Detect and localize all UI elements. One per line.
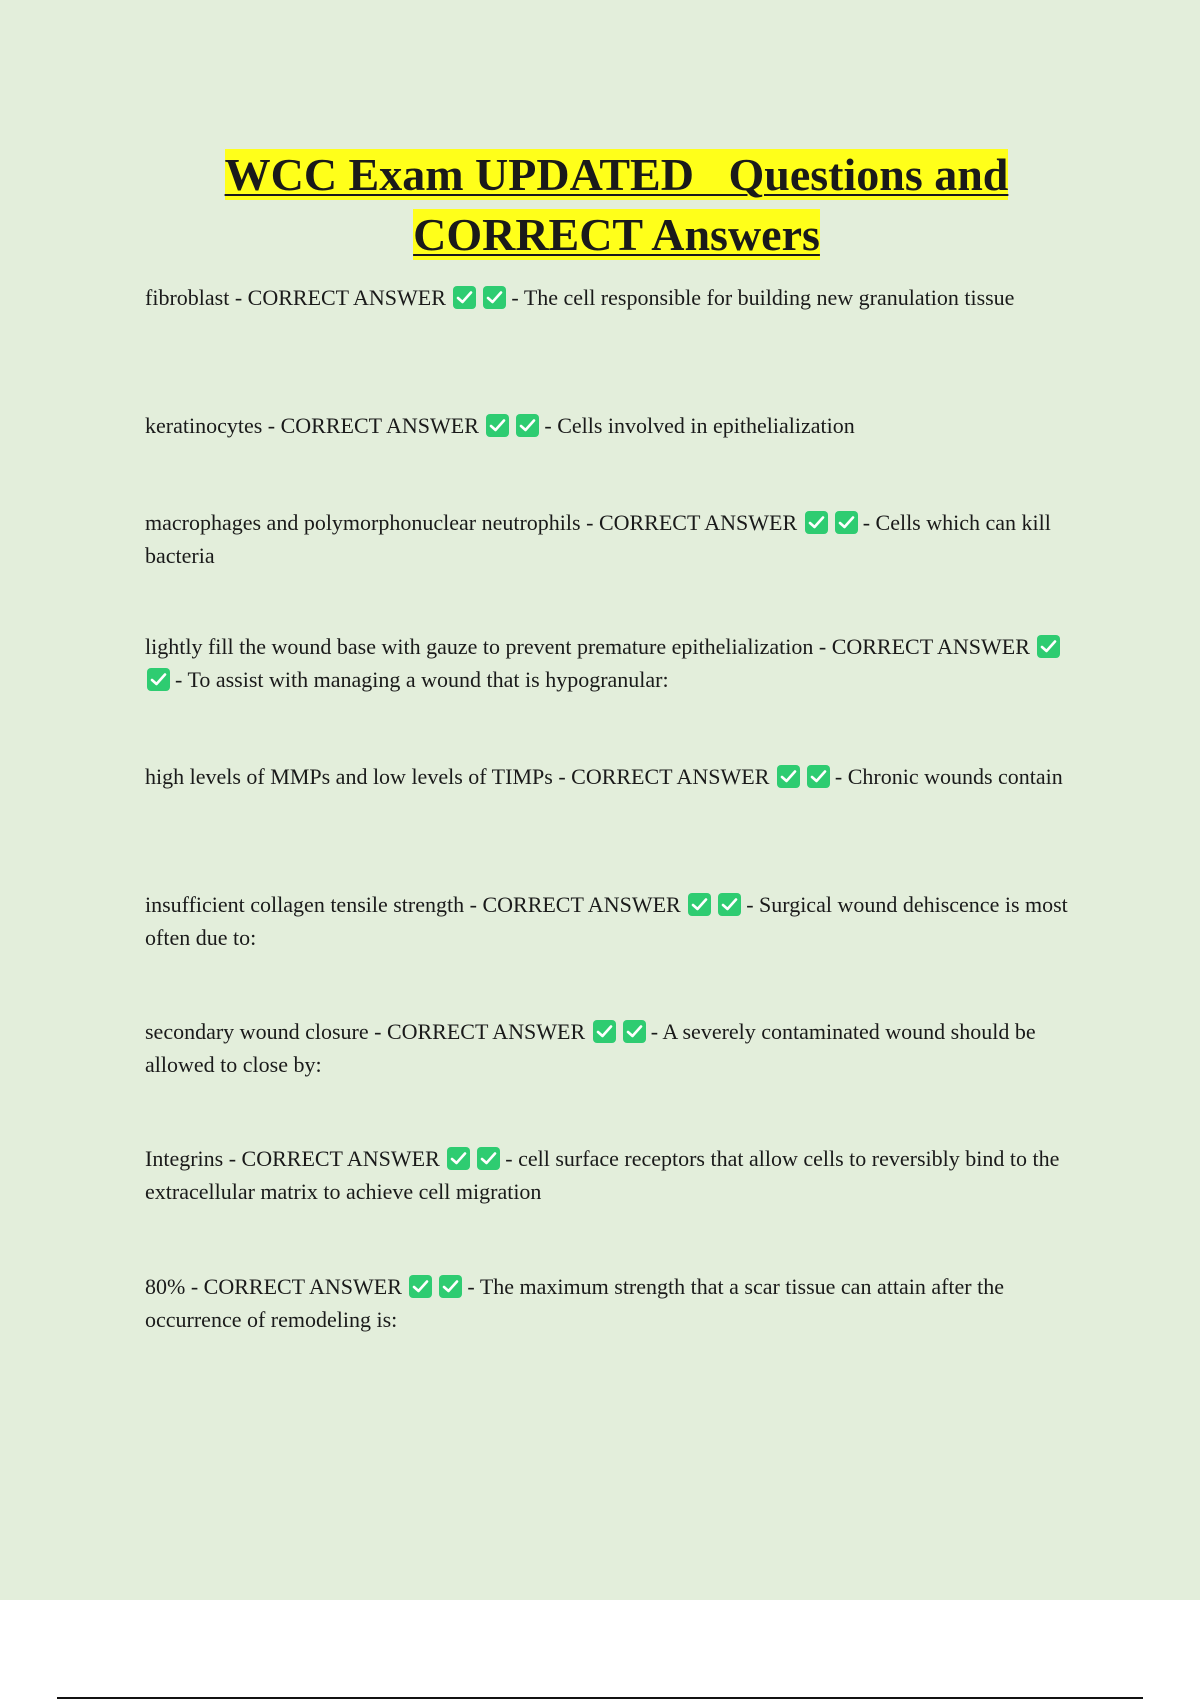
qa-question: 80% bbox=[145, 1274, 186, 1299]
check-box-icon bbox=[593, 1020, 616, 1043]
qa-item: fibroblast - CORRECT ANSWER - The cell responsible for building new granulation tissue bbox=[145, 285, 1015, 310]
check-box-icon bbox=[807, 765, 830, 788]
check-box-icon bbox=[147, 668, 170, 691]
qa-question: Integrins bbox=[145, 1146, 224, 1171]
qa-answer-label: CORRECT ANSWER bbox=[571, 764, 770, 789]
qa-answer: Cells which can kill bacteria bbox=[145, 510, 1051, 568]
check-box-icon bbox=[1037, 635, 1060, 658]
qa-answer: Chronic wounds contain bbox=[847, 764, 1063, 789]
qa-answer: cell surface receptors that allow cells to reversibly bind to the extracellular matrix to achieve cell migration bbox=[145, 1146, 1060, 1204]
check-box-icon bbox=[439, 1275, 462, 1298]
qa-answer-label: CORRECT ANSWER bbox=[831, 634, 1030, 659]
qa-item: 80% - CORRECT ANSWER - The maximum strength that a scar tissue can attain after the occurrence of remodeling is: bbox=[145, 1274, 1004, 1332]
title-line-2: CORRECT Answers bbox=[413, 209, 820, 260]
qa-answer-label: CORRECT ANSWER bbox=[482, 892, 681, 917]
qa-answer: Surgical wound dehiscence is most often due to: bbox=[145, 892, 1068, 950]
qa-question: keratinocytes bbox=[145, 413, 263, 438]
qa-answer-label: CORRECT ANSWER bbox=[241, 1146, 440, 1171]
qa-item: secondary wound closure - CORRECT ANSWER - A severely contaminated wound should be allowed to close by: bbox=[145, 1019, 1036, 1077]
qa-item: insufficient collagen tensile strength - CORRECT ANSWER - Surgical wound dehiscence is most often due to: bbox=[145, 892, 1068, 950]
check-box-icon bbox=[477, 1147, 500, 1170]
check-box-icon bbox=[718, 893, 741, 916]
check-box-icon bbox=[777, 765, 800, 788]
qa-item: Integrins - CORRECT ANSWER - cell surface receptors that allow cells to reversibly bind to the extracellular matrix to achieve cell migration bbox=[145, 1146, 1060, 1204]
check-box-icon bbox=[835, 511, 858, 534]
qa-question: high levels of MMPs and low levels of TIMPs bbox=[145, 764, 553, 789]
qa-answer-label: CORRECT ANSWER bbox=[247, 285, 446, 310]
check-box-icon bbox=[486, 414, 509, 437]
qa-answer-label: CORRECT ANSWER bbox=[386, 1019, 586, 1044]
check-box-icon bbox=[805, 511, 828, 534]
qa-answer: To assist with managing a wound that is hypogranular: bbox=[187, 667, 669, 692]
qa-question: secondary wound closure bbox=[145, 1019, 369, 1044]
qa-question: macrophages and polymorphonuclear neutrophils bbox=[145, 510, 581, 535]
qa-item: macrophages and polymorphonuclear neutrophils - CORRECT ANSWER - Cells which can kill bacteria bbox=[145, 510, 1051, 568]
qa-question: lightly fill the wound base with gauze to prevent premature epithelialization bbox=[145, 634, 814, 659]
footer-divider bbox=[57, 1697, 1143, 1699]
qa-answer-label: CORRECT ANSWER bbox=[203, 1274, 402, 1299]
qa-question: fibroblast bbox=[145, 285, 230, 310]
check-box-icon bbox=[516, 414, 539, 437]
check-box-icon bbox=[453, 286, 476, 309]
qa-answer: A severely contaminated wound should be allowed to close by: bbox=[145, 1019, 1036, 1077]
qa-answer-label: CORRECT ANSWER bbox=[280, 413, 479, 438]
page-title bbox=[120, 145, 1113, 265]
check-box-icon bbox=[483, 286, 506, 309]
qa-answer: The cell responsible for building new granulation tissue bbox=[523, 285, 1015, 310]
check-box-icon bbox=[409, 1275, 432, 1298]
qa-item: high levels of MMPs and low levels of TIMPs - CORRECT ANSWER - Chronic wounds contain bbox=[145, 764, 1063, 789]
qa-item: lightly fill the wound base with gauze to prevent premature epithelialization - CORRECT ANSWER - To assist with managing a wound that is hypogranular: bbox=[145, 630, 1090, 696]
title-block bbox=[120, 145, 1113, 265]
check-box-icon bbox=[447, 1147, 470, 1170]
qa-answer: The maximum strength that a scar tissue can attain after the occurrence of remodeling is: bbox=[145, 1274, 1004, 1332]
qa-item: keratinocytes - CORRECT ANSWER - Cells involved in epithelialization bbox=[145, 413, 855, 438]
qa-answer-label: CORRECT ANSWER bbox=[598, 510, 798, 535]
check-box-icon bbox=[623, 1020, 646, 1043]
check-box-icon bbox=[688, 893, 711, 916]
qa-question: insufficient collagen tensile strength bbox=[145, 892, 465, 917]
qa-answer: Cells involved in epithelialization bbox=[557, 413, 855, 438]
title-line-1: WCC Exam UPDATED Questions and bbox=[224, 149, 1009, 200]
